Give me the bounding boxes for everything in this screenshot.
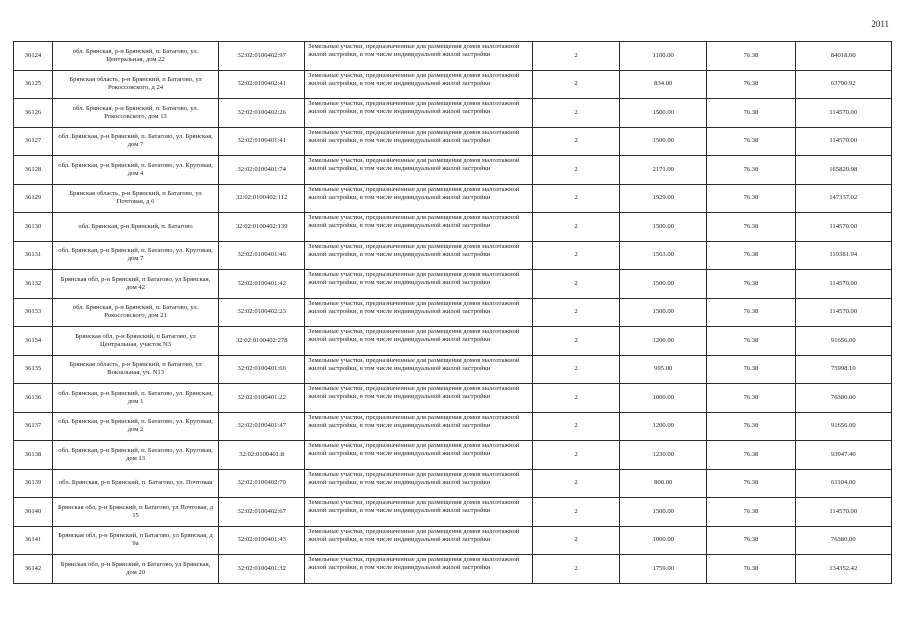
address-cell: Брянская обл, р-н Брянский, п Батагово, ул Центральная, участок N3 xyxy=(52,327,218,356)
record-number: 36139 xyxy=(14,469,53,498)
table-row xyxy=(14,156,892,185)
cadastral-value: 93947.40 xyxy=(795,441,891,470)
record-number: 36130 xyxy=(14,213,53,242)
address-cell: обл. Брянская, р-н Брянский, п. Батагово, ул. Почтовая xyxy=(52,469,218,498)
record-number: 36140 xyxy=(14,498,53,527)
permitted-use: Земельные участки, предназначенные для размещения домов малоэтажной жилой застройки, в том числе индивидуальной жилой застройки xyxy=(305,555,533,584)
area-value: 1563.00 xyxy=(620,241,707,270)
cadastral-number: 32:02:0100401:46 xyxy=(219,241,305,270)
rate-value: 76.38 xyxy=(707,42,795,71)
area-value: 1200.00 xyxy=(620,327,707,356)
cadastral-value: 114570.00 xyxy=(795,298,891,327)
rate-value: 76.38 xyxy=(707,241,795,270)
cadastral-number: 32:02:0100402:26 xyxy=(219,99,305,128)
record-number: 36128 xyxy=(14,156,53,185)
cadastral-value: 134352.42 xyxy=(795,555,891,584)
record-number: 36137 xyxy=(14,412,53,441)
category-code: 2 xyxy=(532,99,619,128)
area-value: 834.00 xyxy=(620,70,707,99)
rate-value: 76.38 xyxy=(707,384,795,413)
address-cell: Брянская обл, р-н Брянский, п Батагово, ул Брянская, дом 20 xyxy=(52,555,218,584)
permitted-use: Земельные участки, предназначенные для размещения домов малоэтажной жилой застройки, в том числе индивидуальной жилой застройки xyxy=(305,355,533,384)
table-row xyxy=(14,70,892,99)
cadastral-number: 32:02:0100402:70 xyxy=(219,469,305,498)
category-code: 2 xyxy=(532,298,619,327)
category-code: 2 xyxy=(532,498,619,527)
permitted-use: Земельные участки, предназначенные для размещения домов малоэтажной жилой застройки, в том числе индивидуальной жилой застройки xyxy=(305,99,533,128)
permitted-use: Земельные участки, предназначенные для размещения домов малоэтажной жилой застройки, в том числе индивидуальной жилой застройки xyxy=(305,327,533,356)
cadastral-number: 32:02:0100401:47 xyxy=(219,412,305,441)
cadastral-value: 84018.00 xyxy=(795,42,891,71)
record-number: 36136 xyxy=(14,384,53,413)
permitted-use: Земельные участки, предназначенные для размещения домов малоэтажной жилой застройки, в том числе индивидуальной жилой застройки xyxy=(305,156,533,185)
table-row xyxy=(14,99,892,128)
address-cell: обл. Брянская, р-н Брянский, п. Батагово, ул. Круговая, дом 4 xyxy=(52,156,218,185)
record-number: 36125 xyxy=(14,70,53,99)
permitted-use: Земельные участки, предназначенные для размещения домов малоэтажной жилой застройки, в том числе индивидуальной жилой застройки xyxy=(305,70,533,99)
record-number: 36132 xyxy=(14,270,53,299)
rate-value: 76.38 xyxy=(707,412,795,441)
cadastral-value: 114570.00 xyxy=(795,99,891,128)
cadastral-number: 32:02:0100401:32 xyxy=(219,555,305,584)
rate-value: 76.38 xyxy=(707,270,795,299)
address-cell: Брянская область, р-н Брянский, п Батагово, ул Вокзальная, уч. N13 xyxy=(52,355,218,384)
permitted-use: Земельные участки, предназначенные для размещения домов малоэтажной жилой застройки, в том числе индивидуальной жилой застройки xyxy=(305,184,533,213)
permitted-use: Земельные участки, предназначенные для размещения домов малоэтажной жилой застройки, в том числе индивидуальной жилой застройки xyxy=(305,241,533,270)
record-number: 36124 xyxy=(14,42,53,71)
area-value: 1100.00 xyxy=(620,42,707,71)
area-value: 1000.00 xyxy=(620,526,707,555)
rate-value: 76.38 xyxy=(707,156,795,185)
rate-value: 76.38 xyxy=(707,469,795,498)
category-code: 2 xyxy=(532,184,619,213)
permitted-use: Земельные участки, предназначенные для размещения домов малоэтажной жилой застройки, в том числе индивидуальной жилой застройки xyxy=(305,298,533,327)
record-number: 36134 xyxy=(14,327,53,356)
cadastral-value: 91656.00 xyxy=(795,412,891,441)
cadastral-value: 165820.98 xyxy=(795,156,891,185)
address-cell: обл. Брянская, р-н Брянский, п. Батагово, ул. Круговая, дом 7 xyxy=(52,241,218,270)
rate-value: 76.38 xyxy=(707,99,795,128)
category-code: 2 xyxy=(532,327,619,356)
rate-value: 76.38 xyxy=(707,298,795,327)
cadastral-number: 32:02:0100402:112 xyxy=(219,184,305,213)
cadastral-value: 114570.00 xyxy=(795,270,891,299)
category-code: 2 xyxy=(532,555,619,584)
category-code: 2 xyxy=(532,355,619,384)
permitted-use: Земельные участки, предназначенные для размещения домов малоэтажной жилой застройки, в том числе индивидуальной жилой застройки xyxy=(305,412,533,441)
category-code: 2 xyxy=(532,213,619,242)
permitted-use: Земельные участки, предназначенные для размещения домов малоэтажной жилой застройки, в том числе индивидуальной жилой застройки xyxy=(305,42,533,71)
cadastral-number: 32:02:0100402:67 xyxy=(219,498,305,527)
cadastral-number: 32:02:0100402:139 xyxy=(219,213,305,242)
permitted-use: Земельные участки, предназначенные для размещения домов малоэтажной жилой застройки, в том числе индивидуальной жилой застройки xyxy=(305,441,533,470)
permitted-use: Земельные участки, предназначенные для размещения домов малоэтажной жилой застройки, в том числе индивидуальной жилой застройки xyxy=(305,498,533,527)
area-value: 1500.00 xyxy=(620,213,707,242)
area-value: 1230.00 xyxy=(620,441,707,470)
rate-value: 76.38 xyxy=(707,441,795,470)
address-cell: обл. Брянская, р-н Брянский, п. Батагово, ул. Брянская, дом 1 xyxy=(52,384,218,413)
area-value: 1200.00 xyxy=(620,412,707,441)
area-value: 1500.00 xyxy=(620,498,707,527)
table-row xyxy=(14,42,892,71)
category-code: 2 xyxy=(532,441,619,470)
rate-value: 76.38 xyxy=(707,184,795,213)
address-cell: обл. Брянская, р-н Брянский, п. Батагово, ул. Центральная, дом 22 xyxy=(52,42,218,71)
address-cell: обл. Брянская, р-н Брянский, п. Батагово, ул. Рокоссовского, дом 21 xyxy=(52,298,218,327)
table-row xyxy=(14,526,892,555)
area-value: 1500.00 xyxy=(620,99,707,128)
permitted-use: Земельные участки, предназначенные для размещения домов малоэтажной жилой застройки, в том числе индивидуальной жилой застройки xyxy=(305,270,533,299)
table-row xyxy=(14,498,892,527)
category-code: 2 xyxy=(532,270,619,299)
record-number: 36126 xyxy=(14,99,53,128)
area-value: 1500.00 xyxy=(620,298,707,327)
rate-value: 76.38 xyxy=(707,127,795,156)
permitted-use: Земельные участки, предназначенные для размещения домов малоэтажной жилой застройки, в том числе индивидуальной жилой застройки xyxy=(305,469,533,498)
table-body xyxy=(14,42,892,584)
cadastral-value: 61104.00 xyxy=(795,469,891,498)
area-value: 1500.00 xyxy=(620,127,707,156)
area-value: 1929.00 xyxy=(620,184,707,213)
area-value: 800.00 xyxy=(620,469,707,498)
address-cell: обл. Брянская, р-н Брянский, п. Батагово, ул. Брянская, дом 7 xyxy=(52,127,218,156)
cadastral-number: 32:02:0100401:74 xyxy=(219,156,305,185)
address-cell: обл. Брянская, р-н Брянский, п. Батагово, ул. Круговая, дом 2 xyxy=(52,412,218,441)
cadastral-number: 32:02:0100402:278 xyxy=(219,327,305,356)
address-cell: Брянская область, р-н Брянский, п Батагово, ул Почтовая, д 6 xyxy=(52,184,218,213)
record-number: 36138 xyxy=(14,441,53,470)
cadastral-value: 63700.92 xyxy=(795,70,891,99)
category-code: 2 xyxy=(532,469,619,498)
cadastral-value: 114570.00 xyxy=(795,127,891,156)
record-number: 36131 xyxy=(14,241,53,270)
cadastral-value: 114570.00 xyxy=(795,498,891,527)
cadastral-number: 32:02:0100401:41 xyxy=(219,127,305,156)
category-code: 2 xyxy=(532,70,619,99)
cadastral-value: 114570.00 xyxy=(795,213,891,242)
table-row xyxy=(14,355,892,384)
rate-value: 76.38 xyxy=(707,355,795,384)
address-cell: обл. Брянская, р-н Брянский, п. Батагово, ул. Рокоссовского, дом 13 xyxy=(52,99,218,128)
cadastral-value: 76380.00 xyxy=(795,526,891,555)
table-row xyxy=(14,184,892,213)
table-row xyxy=(14,298,892,327)
permitted-use: Земельные участки, предназначенные для размещения домов малоэтажной жилой застройки, в том числе индивидуальной жилой застройки xyxy=(305,384,533,413)
table-row xyxy=(14,384,892,413)
permitted-use: Земельные участки, предназначенные для размещения домов малоэтажной жилой застройки, в том числе индивидуальной жилой застройки xyxy=(305,526,533,555)
address-cell: обл. Брянская, р-н Брянский, п. Батагово, ул. Круговая, дом 13 xyxy=(52,441,218,470)
record-number: 36129 xyxy=(14,184,53,213)
table-row xyxy=(14,241,892,270)
cadastral-number: 32:02:0100401:8 xyxy=(219,441,305,470)
cadastral-value: 119381.94 xyxy=(795,241,891,270)
table-row xyxy=(14,469,892,498)
area-value: 2171.00 xyxy=(620,156,707,185)
land-registry-table xyxy=(13,41,892,584)
category-code: 2 xyxy=(532,412,619,441)
cadastral-number: 32:02:0100401:66 xyxy=(219,355,305,384)
cadastral-number: 32:02:0100401:42 xyxy=(219,270,305,299)
cadastral-value: 76380.00 xyxy=(795,384,891,413)
address-cell: Брянская обл, р-н Брянский, п Батагово, ул Почтовая, д 15 xyxy=(52,498,218,527)
cadastral-value: 147337.02 xyxy=(795,184,891,213)
table-row xyxy=(14,270,892,299)
address-cell: Брянская область, р-н Брянский, п Батагово, ул Рокоссовского, д 24 xyxy=(52,70,218,99)
address-cell: обл. Брянская, р-н Брянский, п. Батагово xyxy=(52,213,218,242)
cadastral-value: 75998.10 xyxy=(795,355,891,384)
table-row xyxy=(14,441,892,470)
record-number: 36127 xyxy=(14,127,53,156)
category-code: 2 xyxy=(532,127,619,156)
rate-value: 76.38 xyxy=(707,213,795,242)
area-value: 1759.00 xyxy=(620,555,707,584)
cadastral-number: 32:02:0100402:41 xyxy=(219,70,305,99)
category-code: 2 xyxy=(532,384,619,413)
record-number: 36135 xyxy=(14,355,53,384)
record-number: 36141 xyxy=(14,526,53,555)
table-row xyxy=(14,555,892,584)
page-number: 2011 xyxy=(871,19,889,29)
rate-value: 76.38 xyxy=(707,498,795,527)
cadastral-number: 32:02:0100401:43 xyxy=(219,526,305,555)
category-code: 2 xyxy=(532,42,619,71)
category-code: 2 xyxy=(532,241,619,270)
rate-value: 76.38 xyxy=(707,526,795,555)
permitted-use: Земельные участки, предназначенные для размещения домов малоэтажной жилой застройки, в том числе индивидуальной жилой застройки xyxy=(305,127,533,156)
cadastral-number: 32:02:0100402:23 xyxy=(219,298,305,327)
area-value: 1000.00 xyxy=(620,384,707,413)
table-row xyxy=(14,327,892,356)
category-code: 2 xyxy=(532,526,619,555)
permitted-use: Земельные участки, предназначенные для размещения домов малоэтажной жилой застройки, в том числе индивидуальной жилой застройки xyxy=(305,213,533,242)
rate-value: 76.38 xyxy=(707,327,795,356)
address-cell: Брянская обл, р-н Брянский, п Батагово, ул Брянская, дом 42 xyxy=(52,270,218,299)
address-cell: Брянская обл, р-н Брянский, п Батагово, ул Брянская, д 9а xyxy=(52,526,218,555)
area-value: 1500.00 xyxy=(620,270,707,299)
table-row xyxy=(14,213,892,242)
table-row xyxy=(14,127,892,156)
cadastral-number: 32:02:0100401:22 xyxy=(219,384,305,413)
cadastral-value: 91656.00 xyxy=(795,327,891,356)
rate-value: 76.38 xyxy=(707,555,795,584)
cadastral-number: 32:02:0100402:97 xyxy=(219,42,305,71)
record-number: 36142 xyxy=(14,555,53,584)
table-row xyxy=(14,412,892,441)
area-value: 995.00 xyxy=(620,355,707,384)
rate-value: 76.38 xyxy=(707,70,795,99)
category-code: 2 xyxy=(532,156,619,185)
record-number: 36133 xyxy=(14,298,53,327)
